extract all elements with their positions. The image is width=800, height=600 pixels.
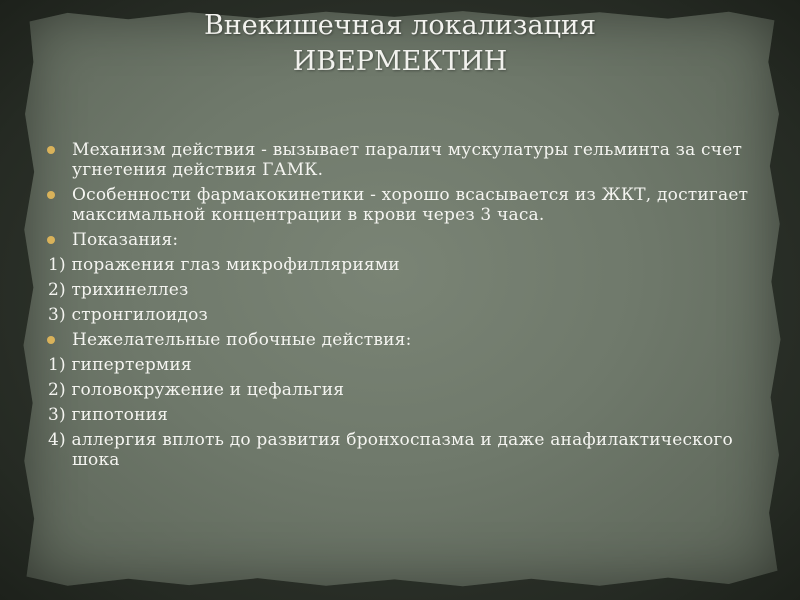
list-item-text: 2) головокружение и цефальгия (48, 380, 345, 400)
list-item (44, 405, 754, 425)
list-item (44, 185, 754, 225)
list-item-text: Особенности фармакокинетики - хорошо всасывается из ЖКТ, достигает максимальной концентрации в крови через 3 часа. (72, 185, 749, 225)
list-item-text: Нежелательные побочные действия: (72, 330, 412, 350)
bullet-icon (47, 191, 55, 199)
list-item (44, 230, 754, 250)
list-item-text: 2) трихинеллез (48, 280, 189, 300)
list-item (44, 330, 754, 350)
list-item-text: Механизм действия - вызывает паралич мускулатуры гельминта за счет угнетения действия ГАМК. (72, 140, 743, 180)
bullet-icon (47, 336, 55, 344)
title-line-2: ИВЕРМЕКТИН (292, 46, 508, 77)
list-item (44, 280, 754, 300)
list-item-text: 3) стронгилоидоз (48, 305, 209, 325)
list-item (44, 380, 754, 400)
list-item-text: Показания: (72, 230, 179, 250)
list-item (44, 140, 754, 180)
list-item (44, 305, 754, 325)
list-item-text: 1) гипертермия (48, 355, 192, 375)
bullet-icon (47, 236, 55, 244)
list-item-text: 1) поражения глаз микрофилляриями (48, 255, 400, 275)
title-line-1: Внекишечная локализация (203, 10, 597, 41)
list-item-text: 3) гипотония (48, 405, 169, 425)
slide-title (0, 8, 800, 80)
list-item (44, 355, 754, 375)
list-item (44, 430, 754, 470)
list-item-text: 4) аллергия вплоть до развития бронхоспазма и даже анафилактического шока (48, 430, 733, 470)
slide-content (44, 140, 754, 475)
bullet-icon (47, 146, 55, 154)
list-item (44, 255, 754, 275)
